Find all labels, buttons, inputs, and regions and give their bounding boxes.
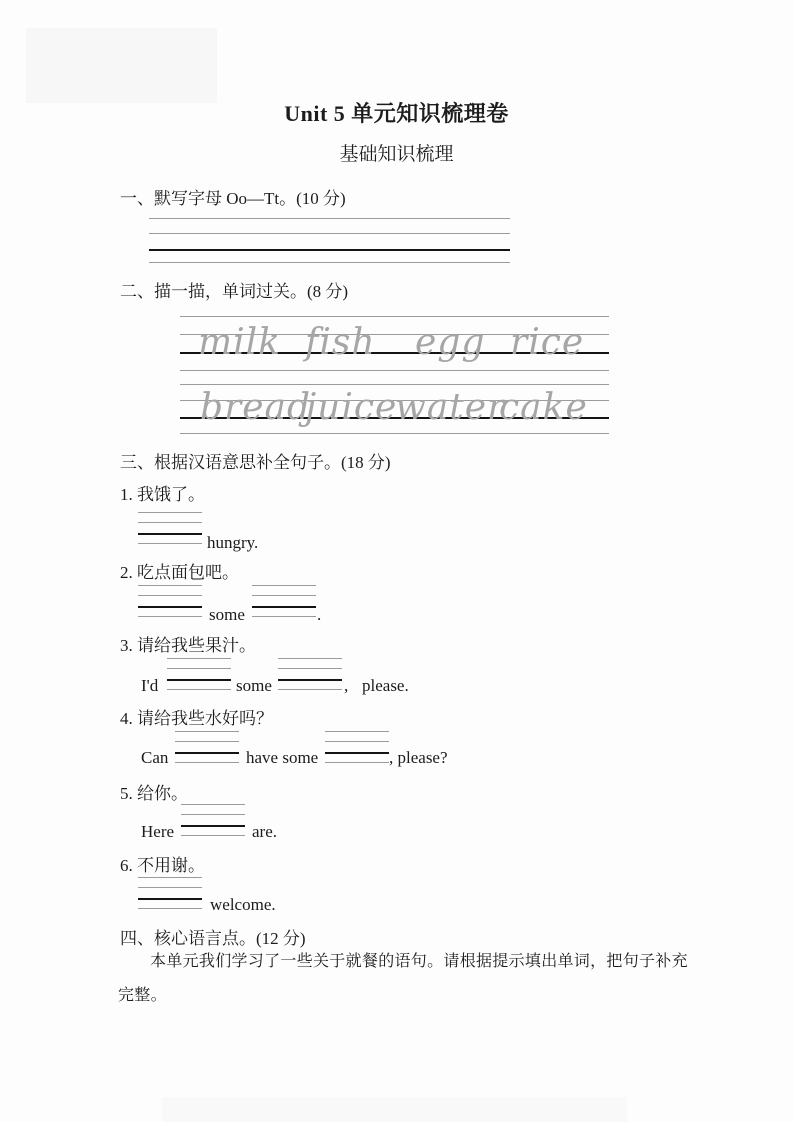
traced-word-egg: egg [415, 322, 486, 363]
item-2-punct: . [317, 605, 322, 624]
answer-blank [138, 585, 202, 618]
answer-blank [181, 804, 245, 837]
section-4-heading: 四、核心语言点。(12 分) [120, 929, 306, 948]
scan-artifact-box [26, 28, 217, 103]
section-4-paragraph-line-1: 本单元我们学习了一些关于就餐的语句。请根据提示填出单词，把句子补充 [150, 953, 688, 970]
grid-line [149, 218, 510, 219]
answer-blank [278, 658, 342, 691]
item-3-prompt: 3. 请给我些果汁。 [120, 636, 256, 655]
grid-line [149, 262, 510, 263]
traced-word-water: water [395, 387, 506, 428]
item-6-text: welcome. [210, 895, 276, 914]
grid-line [149, 233, 510, 234]
item-2-prompt: 2. 吃点面包吧。 [120, 563, 239, 582]
section-1-heading: 一、默写字母 Oo—Tt。(10 分) [120, 189, 346, 208]
traced-word-juice: juice [305, 387, 398, 428]
item-2-text: some [209, 605, 245, 624]
grid-line [180, 316, 609, 317]
item-1-text: hungry. [207, 533, 259, 552]
traced-word-bread: bread [200, 387, 312, 428]
answer-blank [252, 585, 316, 618]
section-3-heading: 三、根据汉语意思补全句子。(18 分) [120, 453, 391, 472]
scan-artifact-footer-bar [162, 1097, 627, 1122]
page-subtitle: 基础知识梳理 [339, 144, 454, 165]
section-2-heading: 二、描一描，单词过关。(8 分) [120, 282, 349, 301]
item-4-text-2: have some [246, 748, 319, 767]
grid-line [180, 384, 609, 385]
traced-word-cake: cake [499, 387, 588, 428]
item-3-text-1: I'd [141, 676, 159, 695]
letter-writing-grid [149, 218, 510, 264]
traced-word-milk: milk [198, 322, 281, 363]
item-6-prompt: 6. 不用谢。 [120, 856, 205, 875]
grid-line [180, 433, 609, 434]
item-4-text-3: , please? [389, 748, 448, 767]
item-5-text-2: are. [252, 822, 278, 841]
item-3-text-2: some [236, 676, 272, 695]
item-4-text-1: Can [141, 748, 169, 767]
item-3-punct: , [344, 676, 349, 695]
answer-blank [175, 731, 239, 764]
item-3-text-3: please. [362, 676, 409, 695]
grid-line [180, 370, 609, 371]
page-title: Unit 5 单元知识梳理卷 [284, 101, 509, 126]
answer-blank [325, 731, 389, 764]
section-4-paragraph-line-2: 完整。 [118, 987, 167, 1004]
answer-blank [138, 512, 202, 545]
item-1-prompt: 1. 我饿了。 [120, 485, 205, 504]
traced-word-fish: fish [305, 322, 376, 363]
traced-word-rice: rice [510, 322, 585, 363]
answer-blank [138, 877, 202, 910]
item-5-prompt: 5. 给你。 [120, 784, 188, 803]
item-5-text-1: Here [141, 822, 175, 841]
item-4-prompt: 4. 请给我些水好吗？ [120, 709, 273, 728]
grid-baseline [149, 249, 510, 251]
answer-blank [167, 658, 231, 691]
